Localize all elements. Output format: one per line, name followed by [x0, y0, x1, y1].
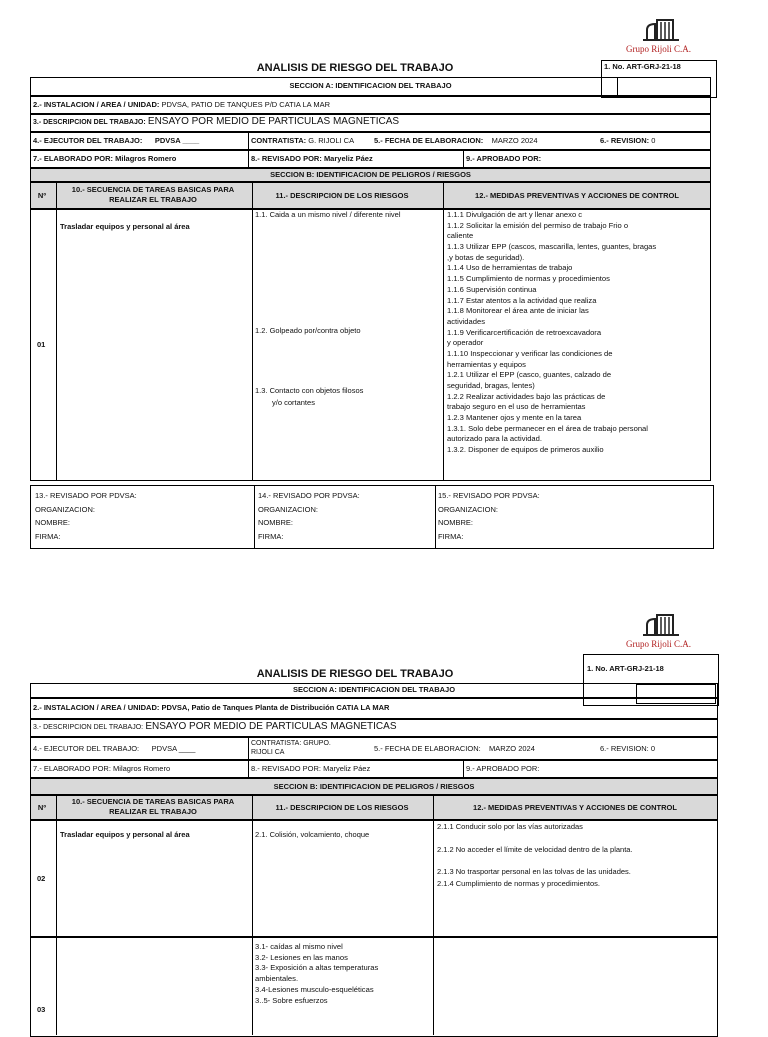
riesgo-line: 3..5- Sobre esfuerzos — [255, 995, 328, 1005]
doc-number: 1. No. ART-GRJ-21-18 — [587, 664, 664, 673]
riesgo-line: 3.4-Lesiones musculo-esqueléticas — [255, 984, 374, 994]
aprobado-label: 9.- APROBADO POR: — [466, 154, 542, 163]
signature-block-14: 14.- REVISADO POR PDVSA: ORGANIZACION: NOMBRE: FIRMA: — [258, 491, 360, 541]
fecha-label: 5.- FECHA DE ELABORACION: MARZO 2024 — [374, 744, 535, 753]
medida-line: 1.2.3 Mantener ojos y mente en la tarea — [447, 413, 582, 423]
medida-line: 1.3.1. Solo debe permanecer en el área de trabajo personal — [447, 423, 648, 433]
doc-number: 1. No. ART-GRJ-21-18 — [604, 62, 681, 71]
medida-line: actividades — [447, 316, 485, 326]
building-logo-icon — [641, 613, 681, 637]
riesgo-2-1: 2.1. Colisión, volcamiento, choque — [255, 830, 370, 839]
medida-line: autorizado para la actividad. — [447, 434, 542, 444]
medida-line: trabajo seguro en el uso de herramientas — [447, 402, 586, 412]
descripcion-label: 3.- DESCRIPCION DEL TRABAJO: ENSAYO POR MEDIO DE PARTICULAS MAGNETICAS — [33, 116, 400, 127]
medida-line: 1.2.1 Utilizar el EPP (casco, guantes, calzado de — [447, 370, 612, 380]
col-riesgos-header: 11.- DESCRIPCION DE LOS RIESGOS — [275, 803, 409, 812]
building-logo-icon — [641, 18, 681, 42]
riesgo-1-1: 1.1. Caida a un mismo nivel / diferente nivel — [255, 210, 401, 219]
section-a-title: SECCION A: IDENTIFICACION DEL TRABAJO — [292, 685, 456, 694]
riesgo-line: 3.3- Exposición a altas temperaturas — [255, 963, 379, 973]
medida-2-1-3: 2.1.3 No trasportar personal en las tolvas de las unidades. — [437, 867, 631, 876]
medida-line: 1.1.6 Supervisión continua — [447, 284, 537, 294]
elaborado-label: 7.- ELABORADO POR: Milagros Romero — [33, 154, 177, 163]
company-name: Grupo Rijoli C.A. — [626, 44, 692, 54]
row-02-tarea: Trasladar equipos y personal al área — [60, 830, 190, 839]
col-riesgos-header: 11.- DESCRIPCION DE LOS RIESGOS — [275, 191, 409, 200]
medida-line: 1.1.7 Estar atentos a la actividad que realiza — [447, 295, 597, 305]
company-logo — [620, 18, 700, 58]
medida-line: 1.2.2 Realizar actividades bajo las prácticas de — [447, 391, 606, 401]
medida-2-1-4: 2.1.4 Cumplimiento de normas y procedimientos. — [437, 879, 600, 888]
col-medidas-header: 12.- MEDIDAS PREVENTIVAS Y ACCIONES DE CONTROL — [475, 191, 679, 200]
contratista-label: CONTRATISTA: G. RIJOLI CA — [251, 136, 355, 145]
instalacion-label: 2.- INSTALACION / AREA / UNIDAD: PDVSA, Patio de Tanques Planta de Distribución CATIA LA MAR — [33, 703, 390, 712]
riesgos-list-03 — [255, 942, 431, 1006]
medida-line: 1.1.5 Cumplimiento de normas y procedimientos — [447, 274, 610, 284]
riesgo-line: 3.2- Lesiones en las manos — [255, 952, 348, 962]
col-num-header: Nº — [37, 191, 47, 200]
col-num-header: Nº — [37, 803, 47, 812]
ejecutor-label: 4.- EJECUTOR DEL TRABAJO: PDVSA ____ — [33, 136, 200, 145]
medida-line: 1.1.3 Utilizar EPP (cascos, mascarilla, lentes, guantes, bragas — [447, 242, 657, 252]
section-b-title: SECCION B: IDENTIFICACION DE PELIGROS / RIESGOS — [273, 782, 475, 791]
company-name: Grupo Rijoli C.A. — [626, 639, 692, 649]
medida-line: seguridad, bragas, lentes) — [447, 381, 535, 390]
row-03-number: 03 — [37, 1005, 46, 1014]
riesgo-1-2: 1.2. Golpeado por/contra objeto — [255, 326, 361, 335]
medida-line: 1.1.2 Solicitar la emisión del permiso de trabajo Frio o — [447, 220, 629, 230]
medida-line: y operador — [447, 338, 484, 348]
row-01-tarea: Trasladar equipos y personal al área — [60, 222, 190, 231]
descripcion-label: 3.- DESCRIPCION DEL TRABAJO: ENSAYO POR MEDIO DE PARTICULAS MAGNETICAS — [33, 721, 397, 732]
col-tareas-header: 10.- SECUENCIA DE TAREAS BASICAS PARA REALIZAR EL TRABAJO — [71, 185, 235, 204]
riesgo-1-3: 1.3. Contacto con objetos filosos — [255, 386, 364, 395]
instalacion-label: 2.- INSTALACION / AREA / UNIDAD: PDVSA, PATIO DE TANQUES P/D CATIA LA MAR — [33, 100, 330, 109]
signature-block-15: 15.- REVISADO POR PDVSA: ORGANIZACION: NOMBRE: FIRMA: — [438, 491, 540, 541]
ejecutor-label: 4.- EJECUTOR DEL TRABAJO: PDVSA ____ — [33, 744, 196, 753]
document-title: ANALISIS DE RIESGO DEL TRABAJO — [256, 62, 454, 74]
medida-line: ,y botas de seguridad). — [447, 252, 525, 262]
medida-line: caliente — [447, 231, 474, 241]
medida-line: 1.1.1 Divulgación de art y llenar anexo c — [447, 210, 583, 219]
medida-line: 1.1.4 Uso de herramientas de trabajo — [447, 263, 573, 273]
col-medidas-header: 12.- MEDIDAS PREVENTIVAS Y ACCIONES DE CONTROL — [473, 803, 677, 812]
elaborado-label: 7.- ELABORADO POR: Milagros Romero — [33, 764, 171, 773]
riesgo-line: ambientales. — [255, 974, 299, 984]
medida-line: 1.1.10 Inspeccionar y verificar las condiciones de — [447, 348, 613, 358]
revision-label: 6.- REVISION: 0 — [600, 744, 656, 753]
revisado-label: 8.- REVISADO POR: Maryeliz Páez — [251, 764, 371, 773]
signature-block-13: 13.- REVISADO POR PDVSA: ORGANIZACION: NOMBRE: FIRMA: — [35, 491, 137, 541]
revisado-label: 8.- REVISADO POR: Maryeliz Páez — [251, 154, 373, 163]
medidas-list-01 — [447, 210, 709, 456]
col-tareas-header: 10.- SECUENCIA DE TAREAS BASICAS PARA REALIZAR EL TRABAJO — [71, 797, 235, 816]
row-02-number: 02 — [37, 874, 46, 883]
row-01-number: 01 — [37, 340, 46, 349]
section-b-title: SECCION B: IDENTIFICACION DE PELIGROS / RIESGOS — [270, 170, 471, 179]
document-title: ANALISIS DE RIESGO DEL TRABAJO — [256, 668, 454, 680]
contratista-label: CONTRATISTA: GRUPO. RIJOLI CA — [251, 740, 331, 756]
section-a-title: SECCION A: IDENTIFICACION DEL TRABAJO — [289, 81, 452, 90]
medida-2-1-1: 2.1.1 Conducir solo por las vías autorizadas — [437, 822, 583, 831]
revision-label: 6.- REVISION: 0 — [600, 136, 656, 145]
medida-line: 1.1.9 Verificarcertificación de retroexcavadora — [447, 327, 602, 337]
medida-line: 1.3.2. Disponer de equipos de primeros auxilio — [447, 445, 604, 455]
medida-line: herramientas y equipos — [447, 359, 526, 369]
company-logo — [620, 613, 700, 653]
medida-2-1-2: 2.1.2 No acceder el límite de velocidad dentro de la planta. — [437, 845, 633, 854]
riesgo-line: 3.1- caídas al mismo nivel — [255, 942, 343, 951]
aprobado-label: 9.- APROBADO POR: — [466, 764, 540, 773]
fecha-label: 5.- FECHA DE ELABORACION: MARZO 2024 — [374, 136, 538, 145]
riesgo-1-3-cont: y/o cortantes — [272, 398, 315, 407]
medida-line: 1.1.8 Monitorear el área ante de iniciar las — [447, 306, 589, 316]
